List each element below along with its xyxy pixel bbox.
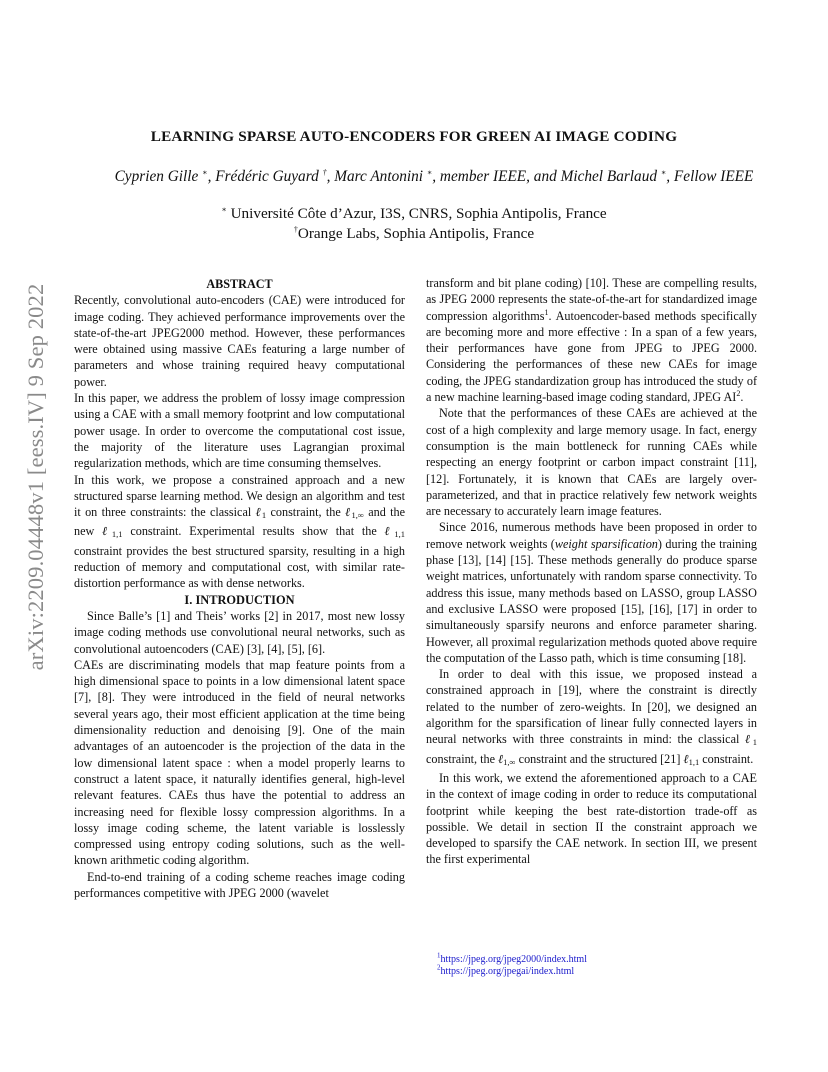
intro-paragraph-8: In this work, we extend the aforementioned approach to a CAE in the context of image coding in order to reduce its computational footprint while keeping the best rate-distortion trade-off as possible. We detail in section II the constraint approach we developed to sparsify the CAE network. In section III, we present the first experimental: [426, 770, 757, 867]
intro-paragraph-4: transform and bit plane coding) [10]. These are compelling results, as JPEG 2000 represents the state-of-the-art for standardized image compression algorithms$^1$. Autoencoder-based methods specifically are becoming more and more effective : In a span of a few years, their performances have gone from JPEG to JPEG 2000. Considering the performances of these new CAEs for image coding, the JPEG standardization group has introduced the study of a new machine learning-based image coding standard, JPEG $AI^2$.: [426, 276, 757, 405]
right-column: [426, 275, 757, 868]
intro-paragraph-2: CAEs are discriminating models that map feature points from a high dimensional space to points in a low dimensional latent space [7], [8]. They were introduced in the field of neural networks several years ago, their most efficient application at the time being dimensionality reduction and denoising [9]. One of the main advantages of an autoencoder is the projection of the data in the low dimensional latent space : when a model properly learns to construct a latent space, it naturally identifies general, high-level relevant features. CAEs thus have the potential to address an increasing need for flexible lossy compression algorithms. In a lossy image coding scheme, the latent variable is losslessly compressed using entropy coding solutions, such as the well-known arithmetic coding algorithm.: [74, 657, 405, 868]
intro-paragraph-5: Note that the performances of these CAEs are achieved at the cost of a high complexity and large memory usage. In fact, energy consumption is the main bottleneck for running CAEs while respecting an energy footprint or carbon impact constraint [11], [12]. Fortunately, it is known that CAEs are largely over-parameterized, and that in practice relatively few network weights are necessary to accurately learn image features.: [426, 406, 757, 519]
abstract-paragraph-3: In this work, we propose a constrained approach and a new structured sparse learning method. We design an algorithm and test it on three constraints: the classical ℓ$_1$ constraint, the ℓ$_{1,\infty}$ and the new ℓ$_{1,1}$ constraint. Experimental results show that the ℓ$_{1,1}$ constraint provides the best structured sparsity, resulting in a high reduction of memory and computational cost, with similar rate-distortion performance as with dense networks.: [74, 472, 405, 591]
author-list: Cyprien Gille ∗, Frédéric Guyard †, Marc Antonini ∗, member IEEE, and Michel Barlaud ∗, Fellow IEEE: [114, 167, 754, 185]
intro-paragraph-7: In order to deal with this issue, we proposed instead a constrained approach in [19], where the constraint is directly related to the number of zero-weights. In [20], we designed an algorithm for the sparsification of linear fully connected layers in neural networks with three constraints in mind: the classical ℓ$_1$ constraint, the ℓ$_{1,\infty}$ constraint and the structured [21] ℓ$_{1,1}$ constraint.: [426, 667, 757, 767]
arxiv-stamp: arXiv:2209.04448v1 [eess.IV] 9 Sep 2022: [23, 283, 48, 671]
intro-paragraph-1: Since Balle’s [1] and Theis’ works [2] in 2017, most new lossy image coding methods use convolutional neural networks, such as convolutional autoencoders (CAE) [3], [4], [5], [6].: [74, 608, 405, 656]
paper-title: LEARNING SPARSE AUTO-ENCODERS FOR GREEN AI IMAGE CODING: [150, 128, 678, 145]
intro-paragraph-6: Since 2016, numerous methods have been proposed in order to remove network weights (weight sparsification) during the training phase [13], [14] [15]. These methods generally do produce sparse weight matrices, unfortunately with random sparse connectivity. To address this issue, many methods based on LASSO, group LASSO and exclusive LASSO were proposed [15], [16], [17] in order to simultaneously sparsify neurons and enforce parameter sharing. However, all proximal regularization methods quoted above require the computation of the Lasso path, which is time consuming [18].: [426, 520, 757, 665]
left-column: [74, 276, 405, 901]
intro-paragraph-3: End-to-end training of a coding scheme reaches image coding performances competitive with JPEG 2000 (wavelet: [74, 869, 405, 900]
footnote-2[interactable]: $^2$https://jpeg.org/jpegai/index.html: [437, 963, 575, 977]
abstract-paragraph-2: In this paper, we address the problem of lossy image compression using a CAE with a small memory footprint and low computational power usage. In order to overcome the computational cost issue, the majority of the literature uses Lagrangian proximal regularization methods, which are time consuming themselves.: [74, 391, 405, 471]
footnote-1[interactable]: $^1$https://jpeg.org/jpeg2000/index.html: [437, 951, 587, 965]
abstract-paragraph-1: Recently, convolutional auto-encoders (CAE) were introduced for image coding. They achieved performance improvements over the state-of-the-art JPEG2000 method. However, these performances were obtained using massive CAEs featuring a large number of parameters and whose training required heavy computational power.: [74, 293, 405, 389]
affiliation-1: ∗ Université Côte d’Azur, I3S, CNRS, Sophia Antipolis, France: [221, 204, 607, 222]
introduction-heading: I. INTRODUCTION: [184, 592, 295, 607]
affiliation-2: †Orange Labs, Sophia Antipolis, France: [293, 224, 535, 242]
abstract-heading: ABSTRACT: [206, 277, 273, 291]
